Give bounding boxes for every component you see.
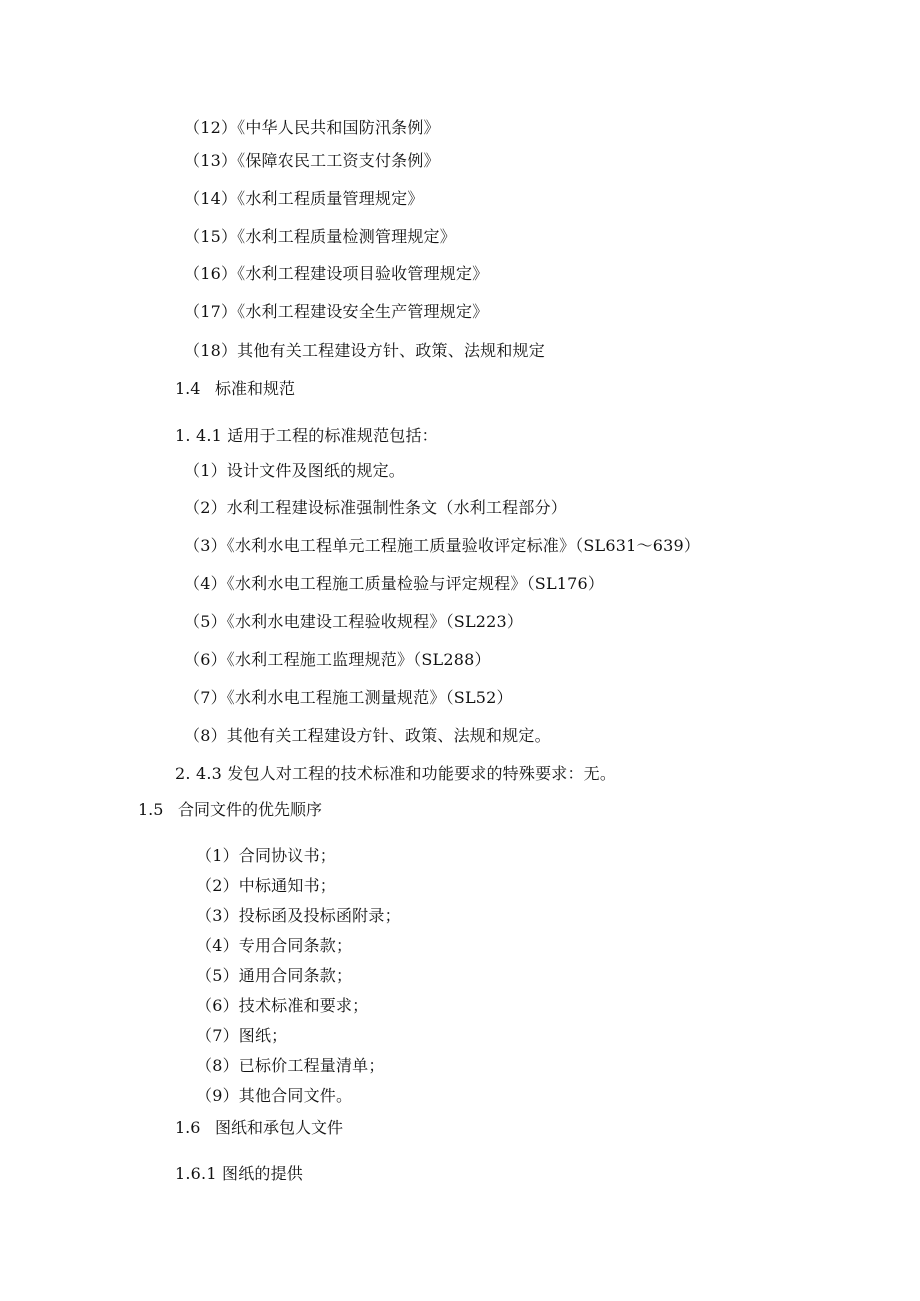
section-heading-1-4 [175,379,295,399]
standard-item-5: （5）《水利水电建设工程验收规程》（SL223） [184,612,524,631]
section-number: 1.5 [138,800,164,819]
clause-4-1: 1. 4.1 适用于工程的标准规范包括： [175,426,438,445]
priority-item-7: （7）图纸； [196,1026,288,1045]
standard-item-3: （3）《水利水电工程单元工程施工质量验收评定标准》（SL631～639） [184,536,701,555]
priority-item-8: （8）已标价工程量清单； [196,1056,385,1075]
priority-item-9: （9）其他合同文件。 [196,1086,353,1105]
priority-item-3: （3）投标函及投标函附录； [196,906,401,925]
law-item-17: （17）《水利工程建设安全生产管理规定》 [184,302,489,321]
section-number: 1.6 [175,1118,201,1137]
priority-item-1: （1）合同协议书； [196,846,336,865]
priority-item-4: （4）专用合同条款； [196,936,353,955]
clause-4-3: 2. 4.3 发包人对工程的技术标准和功能要求的特殊要求：无。 [175,764,617,783]
standard-item-1: （1）设计文件及图纸的规定。 [184,461,405,480]
subsection-heading-1-6-1: 1.6.1 图纸的提供 [175,1164,303,1183]
law-item-15: （15）《水利工程质量检测管理规定》 [184,227,456,246]
section-title: 标准和规范 [215,379,296,398]
law-item-18: （18）其他有关工程建设方针、政策、法规和规定 [184,341,545,360]
priority-item-2: （2）中标通知书； [196,876,336,895]
priority-item-5: （5）通用合同条款； [196,966,353,985]
standard-item-7: （7）《水利水电工程施工测量规范》（SL52） [184,688,513,707]
standard-item-2: （2）水利工程建设标准强制性条文（水利工程部分） [184,498,567,517]
standard-item-8: （8）其他有关工程建设方针、政策、法规和规定。 [184,726,551,745]
section-heading-1-5 [138,800,322,820]
priority-item-6: （6）技术标准和要求； [196,996,369,1015]
section-number: 1.4 [175,379,201,398]
section-title: 合同文件的优先顺序 [178,800,323,819]
law-item-12: （12）《中华人民共和国防汛条例》 [184,118,440,137]
section-heading-1-6 [175,1118,343,1138]
standard-item-4: （4）《水利水电工程施工质量检验与评定规程》（SL176） [184,574,605,593]
law-item-16: （16）《水利工程建设项目验收管理规定》 [184,264,489,283]
law-item-13: （13）《保障农民工工资支付条例》 [184,151,440,170]
standard-item-6: （6）《水利工程施工监理规范》（SL288） [184,650,491,669]
section-title: 图纸和承包人文件 [215,1118,344,1137]
law-item-14: （14）《水利工程质量管理规定》 [184,189,424,208]
